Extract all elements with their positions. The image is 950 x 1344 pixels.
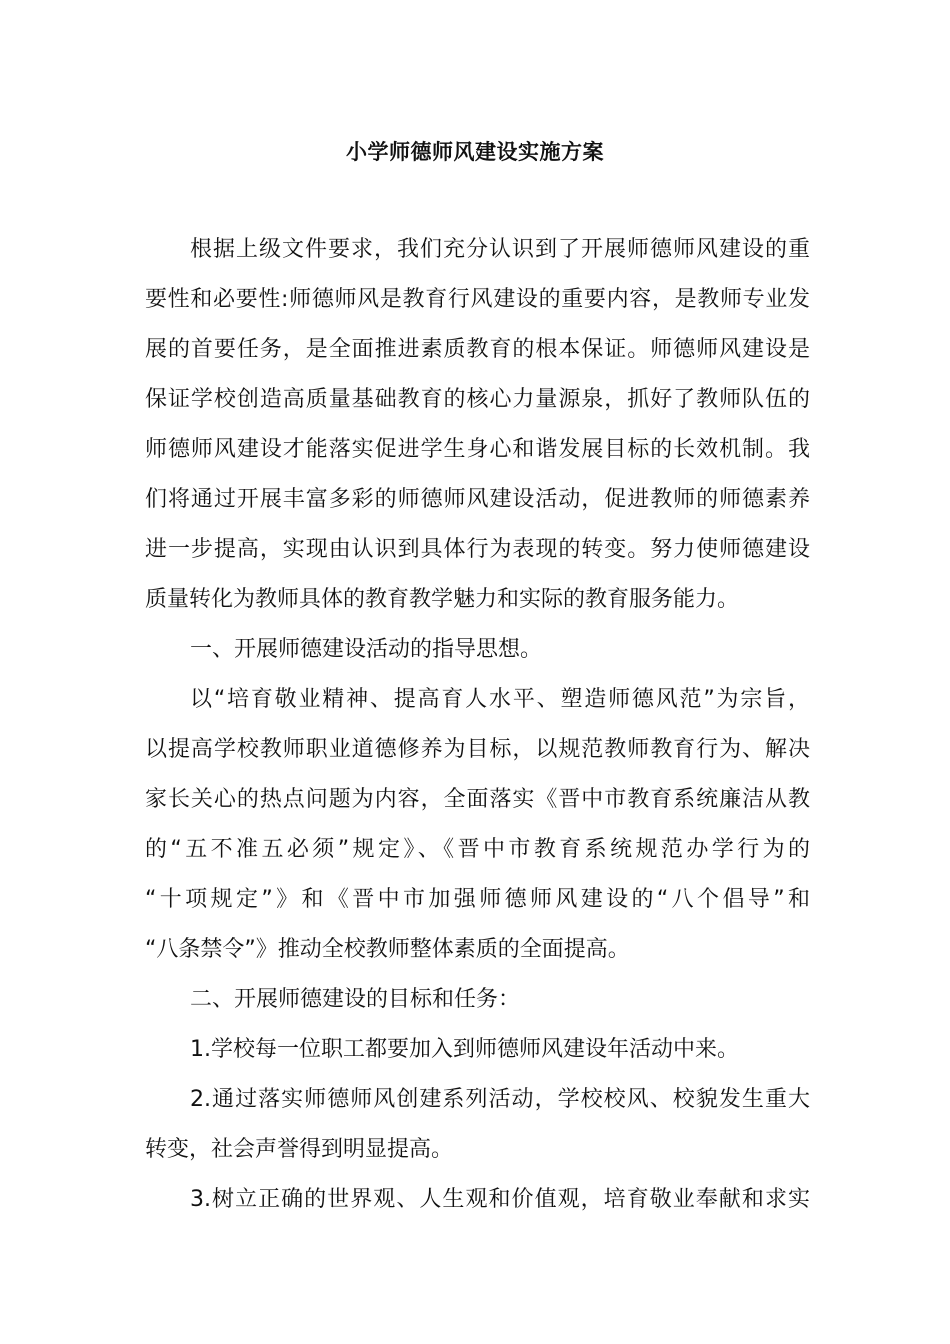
section-heading: 一、开展师德建设活动的指导思想。 bbox=[190, 637, 543, 662]
paragraph-line: 的“五不准五必须”规定》、《晋中市教育系统规范办学行为的 bbox=[145, 837, 810, 862]
document-title: 小学师德师风建设实施方案 bbox=[346, 140, 604, 164]
section-heading: 二、开展师德建设的目标和任务： bbox=[190, 987, 521, 1012]
paragraph-line: 师德师风建设才能落实促进学生身心和谐发展目标的长效机制。我 bbox=[145, 437, 810, 462]
paragraph-line: 展的首要任务，是全面推进素质教育的根本保证。师德师风建设是 bbox=[145, 337, 810, 362]
paragraph-line: 们将通过开展丰富多彩的师德师风建设活动，促进教师的师德素养 bbox=[145, 487, 810, 512]
list-item: 1.学校每一位职工都要加入到师德师风建设年活动中来。 bbox=[190, 1037, 739, 1062]
paragraph-line: 质量转化为教师具体的教育教学魅力和实际的教育服务能力。 bbox=[145, 587, 740, 612]
paragraph-line: 以“培育敬业精神、提高育人水平、塑造师德风范”为宗旨， bbox=[190, 687, 810, 712]
paragraph-line: 以提高学校教师职业道德修养为目标，以规范教师教育行为、解决 bbox=[145, 737, 810, 762]
paragraph-line: 家长关心的热点问题为内容，全面落实《晋中市教育系统廉洁从教 bbox=[145, 787, 810, 812]
paragraph-line: 保证学校创造高质量基础教育的核心力量源泉，抓好了教师队伍的 bbox=[145, 387, 810, 412]
list-item: 2.通过落实师德师风创建系列活动，学校校风、校貌发生重大 bbox=[190, 1087, 810, 1112]
paragraph-line: 根据上级文件要求，我们充分认识到了开展师德师风建设的重 bbox=[190, 237, 810, 262]
paragraph-line: 进一步提高，实现由认识到具体行为表现的转变。努力使师德建设 bbox=[145, 537, 810, 562]
list-item-continuation: 转变，社会声誉得到明显提高。 bbox=[145, 1137, 454, 1162]
paragraph-line: 要性和必要性:师德师风是教育行风建设的重要内容，是教师专业发 bbox=[145, 287, 810, 312]
paragraph-line: “八条禁令”》推动全校教师整体素质的全面提高。 bbox=[145, 937, 630, 962]
paragraph-line: “十项规定”》和《晋中市加强师德师风建设的“八个倡导”和 bbox=[145, 887, 810, 912]
list-item: 3.树立正确的世界观、人生观和价值观，培育敬业奉献和求实 bbox=[190, 1187, 810, 1212]
